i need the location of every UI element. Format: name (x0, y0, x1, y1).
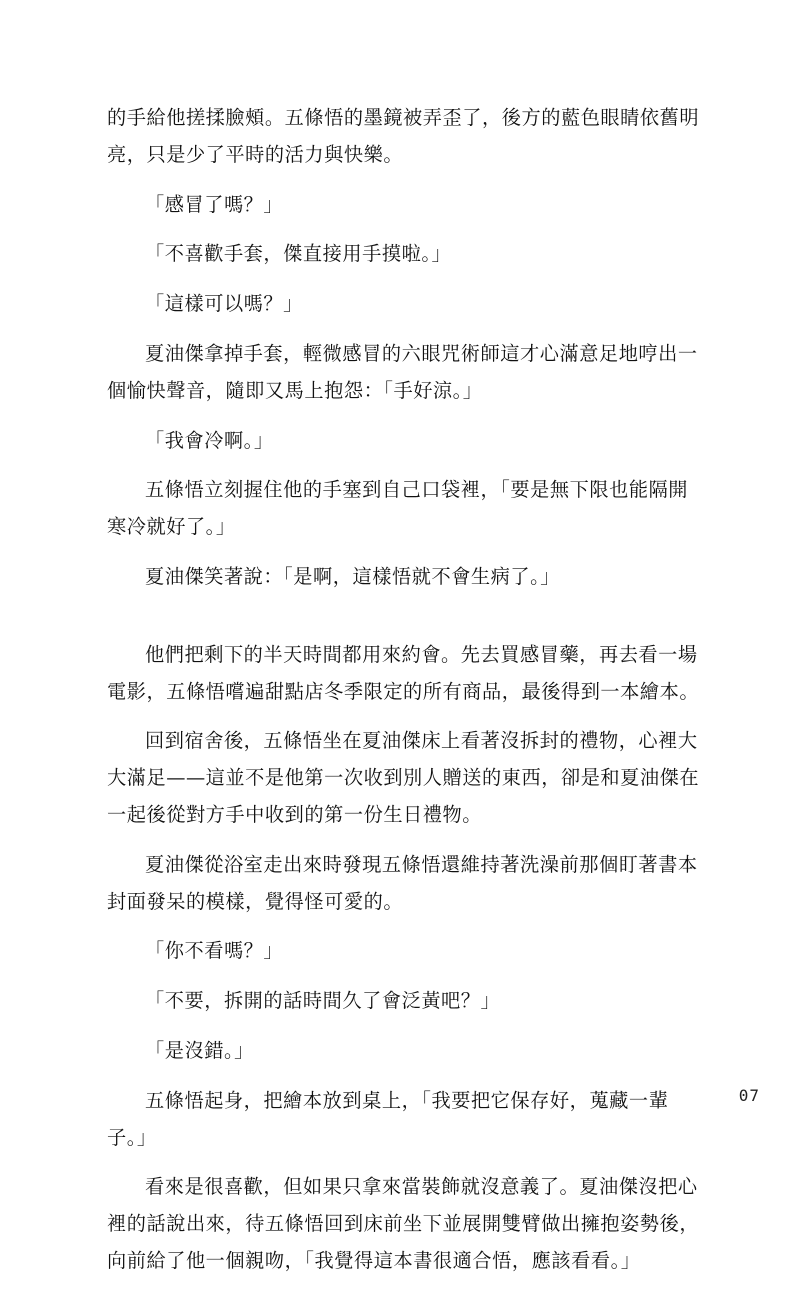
paragraph: 「我會冷啊。」 (145, 428, 274, 452)
paragraph: 看來是很喜歡，但如果只拿來當裝飾就沒意義了。夏油傑沒把心裡的話說出來，待五條悟回到床前坐下並展開雙臂做出擁抱姿勢後，向前給了他一個親吻，「我覺得這本書很適合悟，應該看看。」 (107, 1175, 700, 1272)
paragraph: 「你不看嗎？」 (145, 939, 284, 963)
paragraph: 「這樣可以嗎？」 (145, 292, 303, 316)
paragraph: 五條悟起身，把繪本放到桌上，「我要把它保存好，蒐藏一輩子。」 (107, 1088, 669, 1149)
paragraph: 他們把剩下的半天時間都用來約會。先去買感冒藥，再去看一場電影，五條悟嚐遍甜點店冬季限定的所有商品，最後得到一本繪本。 (107, 642, 700, 703)
paragraph: 回到宿舍後，五條悟坐在夏油傑床上看著沒拆封的禮物，心裡大大滿足——這並不是他第一次收到別人贈送的東西，卻是和夏油傑在一起後從對方手中收到的第一份生日禮物。 (107, 729, 700, 826)
paragraph: 「感冒了嗎？」 (145, 192, 284, 216)
paragraph: 「不要，拆開的話時間久了會泛黃吧？」 (145, 989, 501, 1013)
scene-break (107, 609, 707, 637)
paragraph: 五條悟立刻握住他的手塞到自己口袋裡，「要是無下限也能隔開寒冷就好了。」 (107, 478, 689, 539)
paragraph-continuation: 的手給他搓揉臉頰。五條悟的墨鏡被弄歪了，後方的藍色眼睛依舊明亮，只是少了平時的活力與快樂。 (107, 106, 700, 166)
page-number: 07 (738, 1086, 760, 1105)
paragraph: 夏油傑笑著說：「是啊，這樣悟就不會生病了。」 (145, 564, 561, 588)
paragraph: 夏油傑拿掉手套，輕微感冒的六眼咒術師這才心滿意足地哼出一個愉快聲音，隨即又馬上抱怨：「手好涼。」 (107, 341, 698, 402)
paragraph: 夏油傑從浴室走出來時發現五條悟還維持著洗澡前那個盯著書本封面發呆的模樣，覺得怪可愛的。 (107, 852, 698, 913)
text-body (107, 100, 707, 1293)
paragraph: 「是沒錯。」 (145, 1038, 254, 1062)
paragraph: 「不喜歡手套，傑直接用手摸啦。」 (145, 242, 452, 266)
